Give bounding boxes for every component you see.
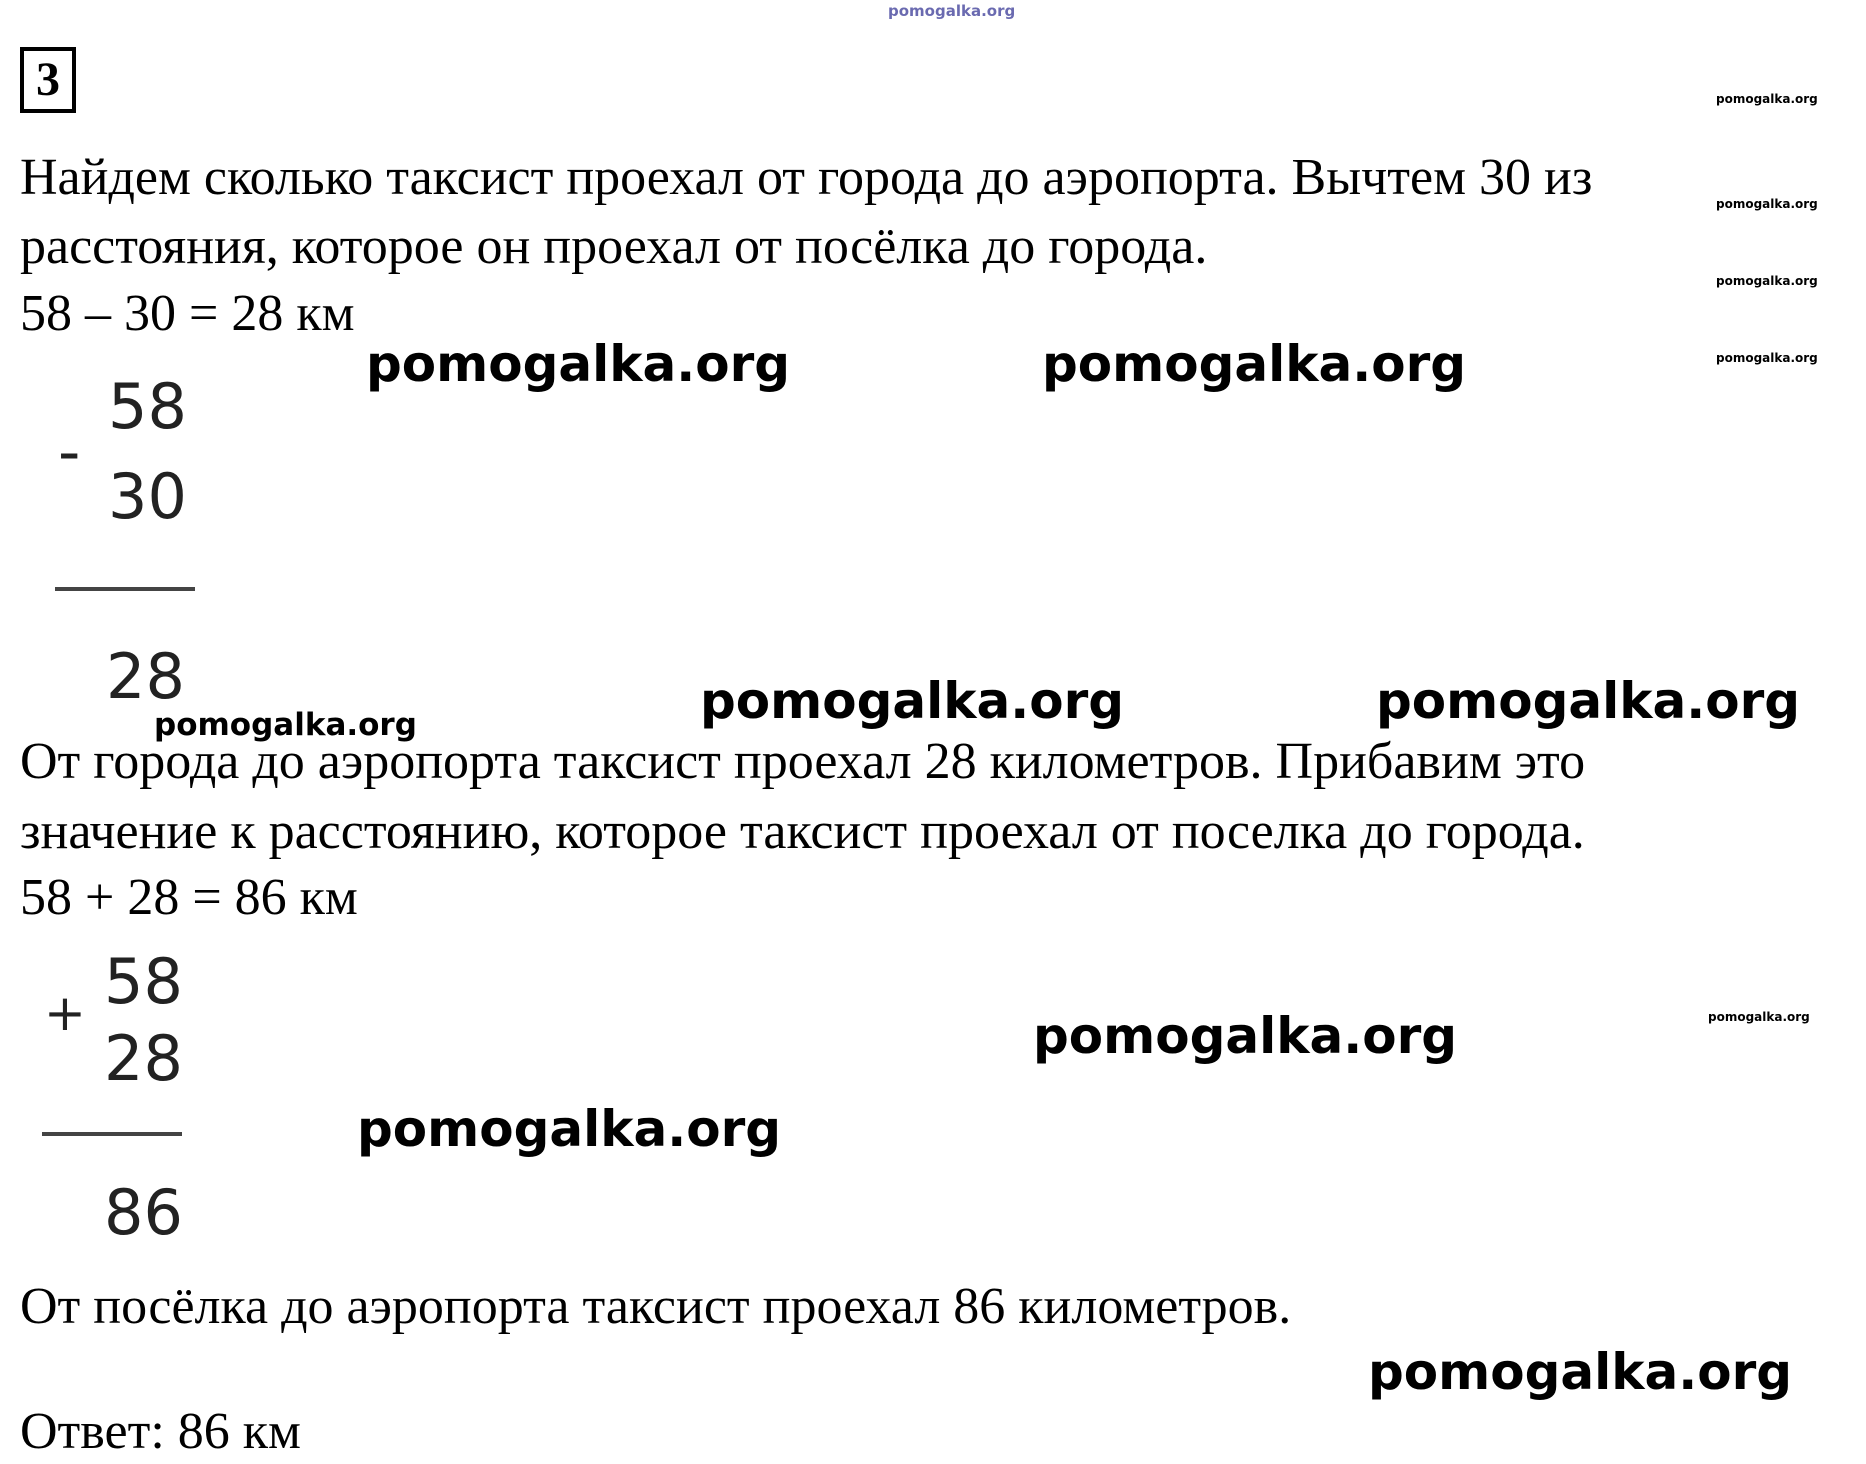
addition-bottom: 28	[104, 1022, 183, 1095]
watermark-large: pomogalka.org	[366, 335, 791, 393]
answer: Ответ: 86 км	[20, 1403, 301, 1460]
addition-rule	[42, 1132, 182, 1136]
paragraph-2-line-1: От города до аэропорта таксист проехал 28 километров. Прибавим это	[20, 733, 1586, 790]
watermark-medium: pomogalka.org	[154, 707, 417, 743]
addition-operator: +	[44, 984, 86, 1042]
watermark-small: pomogalka.org	[1708, 1010, 1810, 1024]
paragraph-1-line-1: Найдем сколько таксист проехал от города до аэропорта. Вычтем 30 из	[20, 149, 1593, 206]
watermark-large: pomogalka.org	[1042, 335, 1467, 393]
watermark-large: pomogalka.org	[357, 1100, 782, 1158]
subtraction-operator: -	[58, 415, 81, 488]
watermark-small: pomogalka.org	[1716, 274, 1818, 288]
watermark-small: pomogalka.org	[1716, 197, 1818, 211]
watermark-large: pomogalka.org	[700, 672, 1125, 730]
watermark-small: pomogalka.org	[1716, 351, 1818, 365]
subtraction-top: 58	[108, 370, 187, 443]
watermark-large: pomogalka.org	[1033, 1007, 1458, 1065]
paragraph-1-line-2: расстояния, которое он проехал от посёлка до города.	[20, 218, 1208, 275]
task-number: 3	[20, 47, 76, 113]
paragraph-3: От посёлка до аэропорта таксист проехал 86 километров.	[20, 1278, 1292, 1335]
subtraction-rule	[55, 587, 195, 591]
equation-2: 58 + 28 = 86 км	[20, 869, 358, 926]
subtraction-bottom: 30	[108, 460, 187, 533]
addition-result: 86	[104, 1176, 183, 1249]
paragraph-2-line-2: значение к расстоянию, которое таксист проехал от поселка до города.	[20, 803, 1585, 860]
watermark-large: pomogalka.org	[1376, 672, 1801, 730]
watermark-top: pomogalka.org	[888, 2, 1016, 20]
addition-top: 58	[104, 945, 183, 1018]
subtraction-result: 28	[106, 640, 185, 713]
equation-1: 58 – 30 = 28 км	[20, 285, 355, 342]
watermark-large: pomogalka.org	[1368, 1343, 1793, 1401]
watermark-small: pomogalka.org	[1716, 92, 1818, 106]
